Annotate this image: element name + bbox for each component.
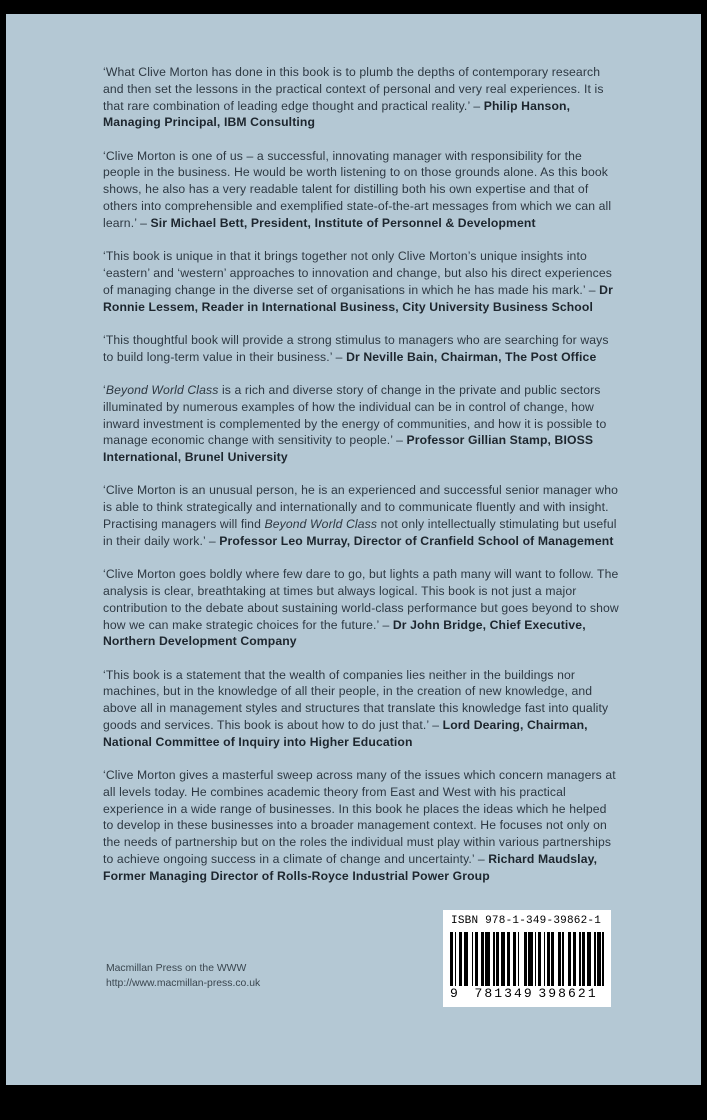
blurb-text: ‘Clive Morton is one of us – a successful, innovating manager with responsibility for the people in the business. He would be worth listening to on those grounds alone. As this book shows, he also has a very readable talent for distilling both his own expertise and that of others into comprehensible and exemplified state-of-the-art messages from which we can all learn.’ – — [103, 148, 612, 230]
blurb-text-pre: ‘ — [103, 382, 106, 397]
publisher-name: Macmillan Press on the WWW — [106, 963, 247, 974]
blurb-quote-6 — [103, 482, 619, 549]
blurb-attribution: Dr John Bridge, Chief Executive, Northern Development Company — [103, 617, 586, 649]
publisher-block — [106, 961, 406, 991]
blurb-attribution: Professor Leo Murray, Director of Cranfield School of Management — [219, 533, 614, 548]
book-back-cover — [6, 14, 701, 1085]
barcode-bar — [602, 932, 604, 986]
barcode-digits: 9 781349 398621 — [450, 986, 598, 1001]
blurb-attribution: Dr Neville Bain, Chairman, The Post Office — [346, 349, 597, 364]
barcode-bars — [450, 932, 604, 986]
blurb-text: ‘Clive Morton goes boldly where few dare to go, but lights a path many will want to follow. The analysis is clear, breathtaking at times but always logical. This book is not just a major contribution to the debate about sustaining world-class performance but goes beyond to show how we can make strategic choices for the future.’ – — [103, 567, 619, 632]
blurb-quote-9 — [103, 767, 619, 885]
blurb-text: is a rich and diverse story of change in the private and public sectors illuminated by numerous examples of how the individual can be in control of change, how inward investment is complemented by the energy of communities, and how it is possible to manage economic change with sensitivity to people.’ – — [103, 382, 607, 448]
book-title-mention: Beyond World Class — [264, 517, 378, 532]
blurb-quote-2 — [103, 148, 619, 232]
blurb-text: ‘What Clive Morton has done in this book is to plumb the depths of contemporary research and then set the lessons in the practical context of personal and very real experiences. It is that rare combination of leading edge thought and practical reality.’ – — [103, 65, 604, 113]
blurb-quote-1 — [103, 64, 619, 131]
blurb-text: ‘This book is unique in that it brings together not only Clive Morton’s unique insights into ‘eastern’ and ‘western’ approaches to innovation and change, but also his direct experiences of managing change in the diverse set of organisations in which he has made his mark.’ – — [103, 249, 612, 297]
blurb-text: ‘Clive Morton is an unusual person, he is an experienced and successful senior manager who is able to think strategically and internationally and to communicate fluently and with insight. Practising managers will find — [103, 483, 619, 532]
blurb-text-post: not only intellectually stimulating but useful in their daily work.’ – — [103, 517, 617, 548]
blurb-attribution: Professor Gillian Stamp, BIOSS International, Brunel University — [103, 433, 594, 465]
blurb-text: ‘Clive Morton gives a masterful sweep across many of the issues which concern managers at all levels today. He combines academic theory from East and West with his practical experience in a wide range of businesses. In this book he places the ideas which he helped to develop in these businesses into a broader management context. He focuses not only on the needs of partnership but on the roles the individual must play within various partnerships to achieve ongoing success in a climate of change and uncertainty.’ – — [103, 768, 616, 867]
blurb-quote-5 — [103, 382, 619, 466]
blurb-quote-8 — [103, 667, 619, 751]
blurb-quote-7 — [103, 566, 619, 650]
blurb-text: ‘This thoughtful book will provide a strong stimulus to managers who are searching for ways to build long-term value in their business.’ – — [103, 332, 609, 364]
blurb-attribution: Sir Michael Bett, President, Institute of Personnel & Development — [150, 215, 536, 230]
blurb-attribution: Richard Maudslay, Former Managing Director of Rolls-Royce Industrial Power Group — [103, 852, 598, 883]
blurb-column — [103, 64, 619, 885]
blurb-quote-3 — [103, 248, 619, 315]
blurb-attribution: Lord Dearing, Chairman, National Committee of Inquiry into Higher Education — [103, 718, 588, 749]
blurb-text: ‘This book is a statement that the wealth of companies lies neither in the buildings nor machines, but in the knowledge of all their people, in the creation of new knowledge, and above all in management styles and structures that translate this knowledge fast into quality goods and services. This book is about how to do just that.’ – — [103, 667, 609, 732]
blurb-attribution: Dr Ronnie Lessem, Reader in International Business, City University Business School — [103, 282, 613, 314]
barcode-block — [443, 910, 611, 1007]
isbn-label: ISBN 978-1-349-39862-1 — [451, 915, 602, 927]
blurb-attribution: Philip Hanson, Managing Principal, IBM Consulting — [103, 98, 571, 130]
blurb-quote-4 — [103, 332, 619, 366]
book-title-mention: Beyond World Class — [105, 382, 219, 397]
publisher-url: http://www.macmillan-press.co.uk — [106, 978, 261, 989]
